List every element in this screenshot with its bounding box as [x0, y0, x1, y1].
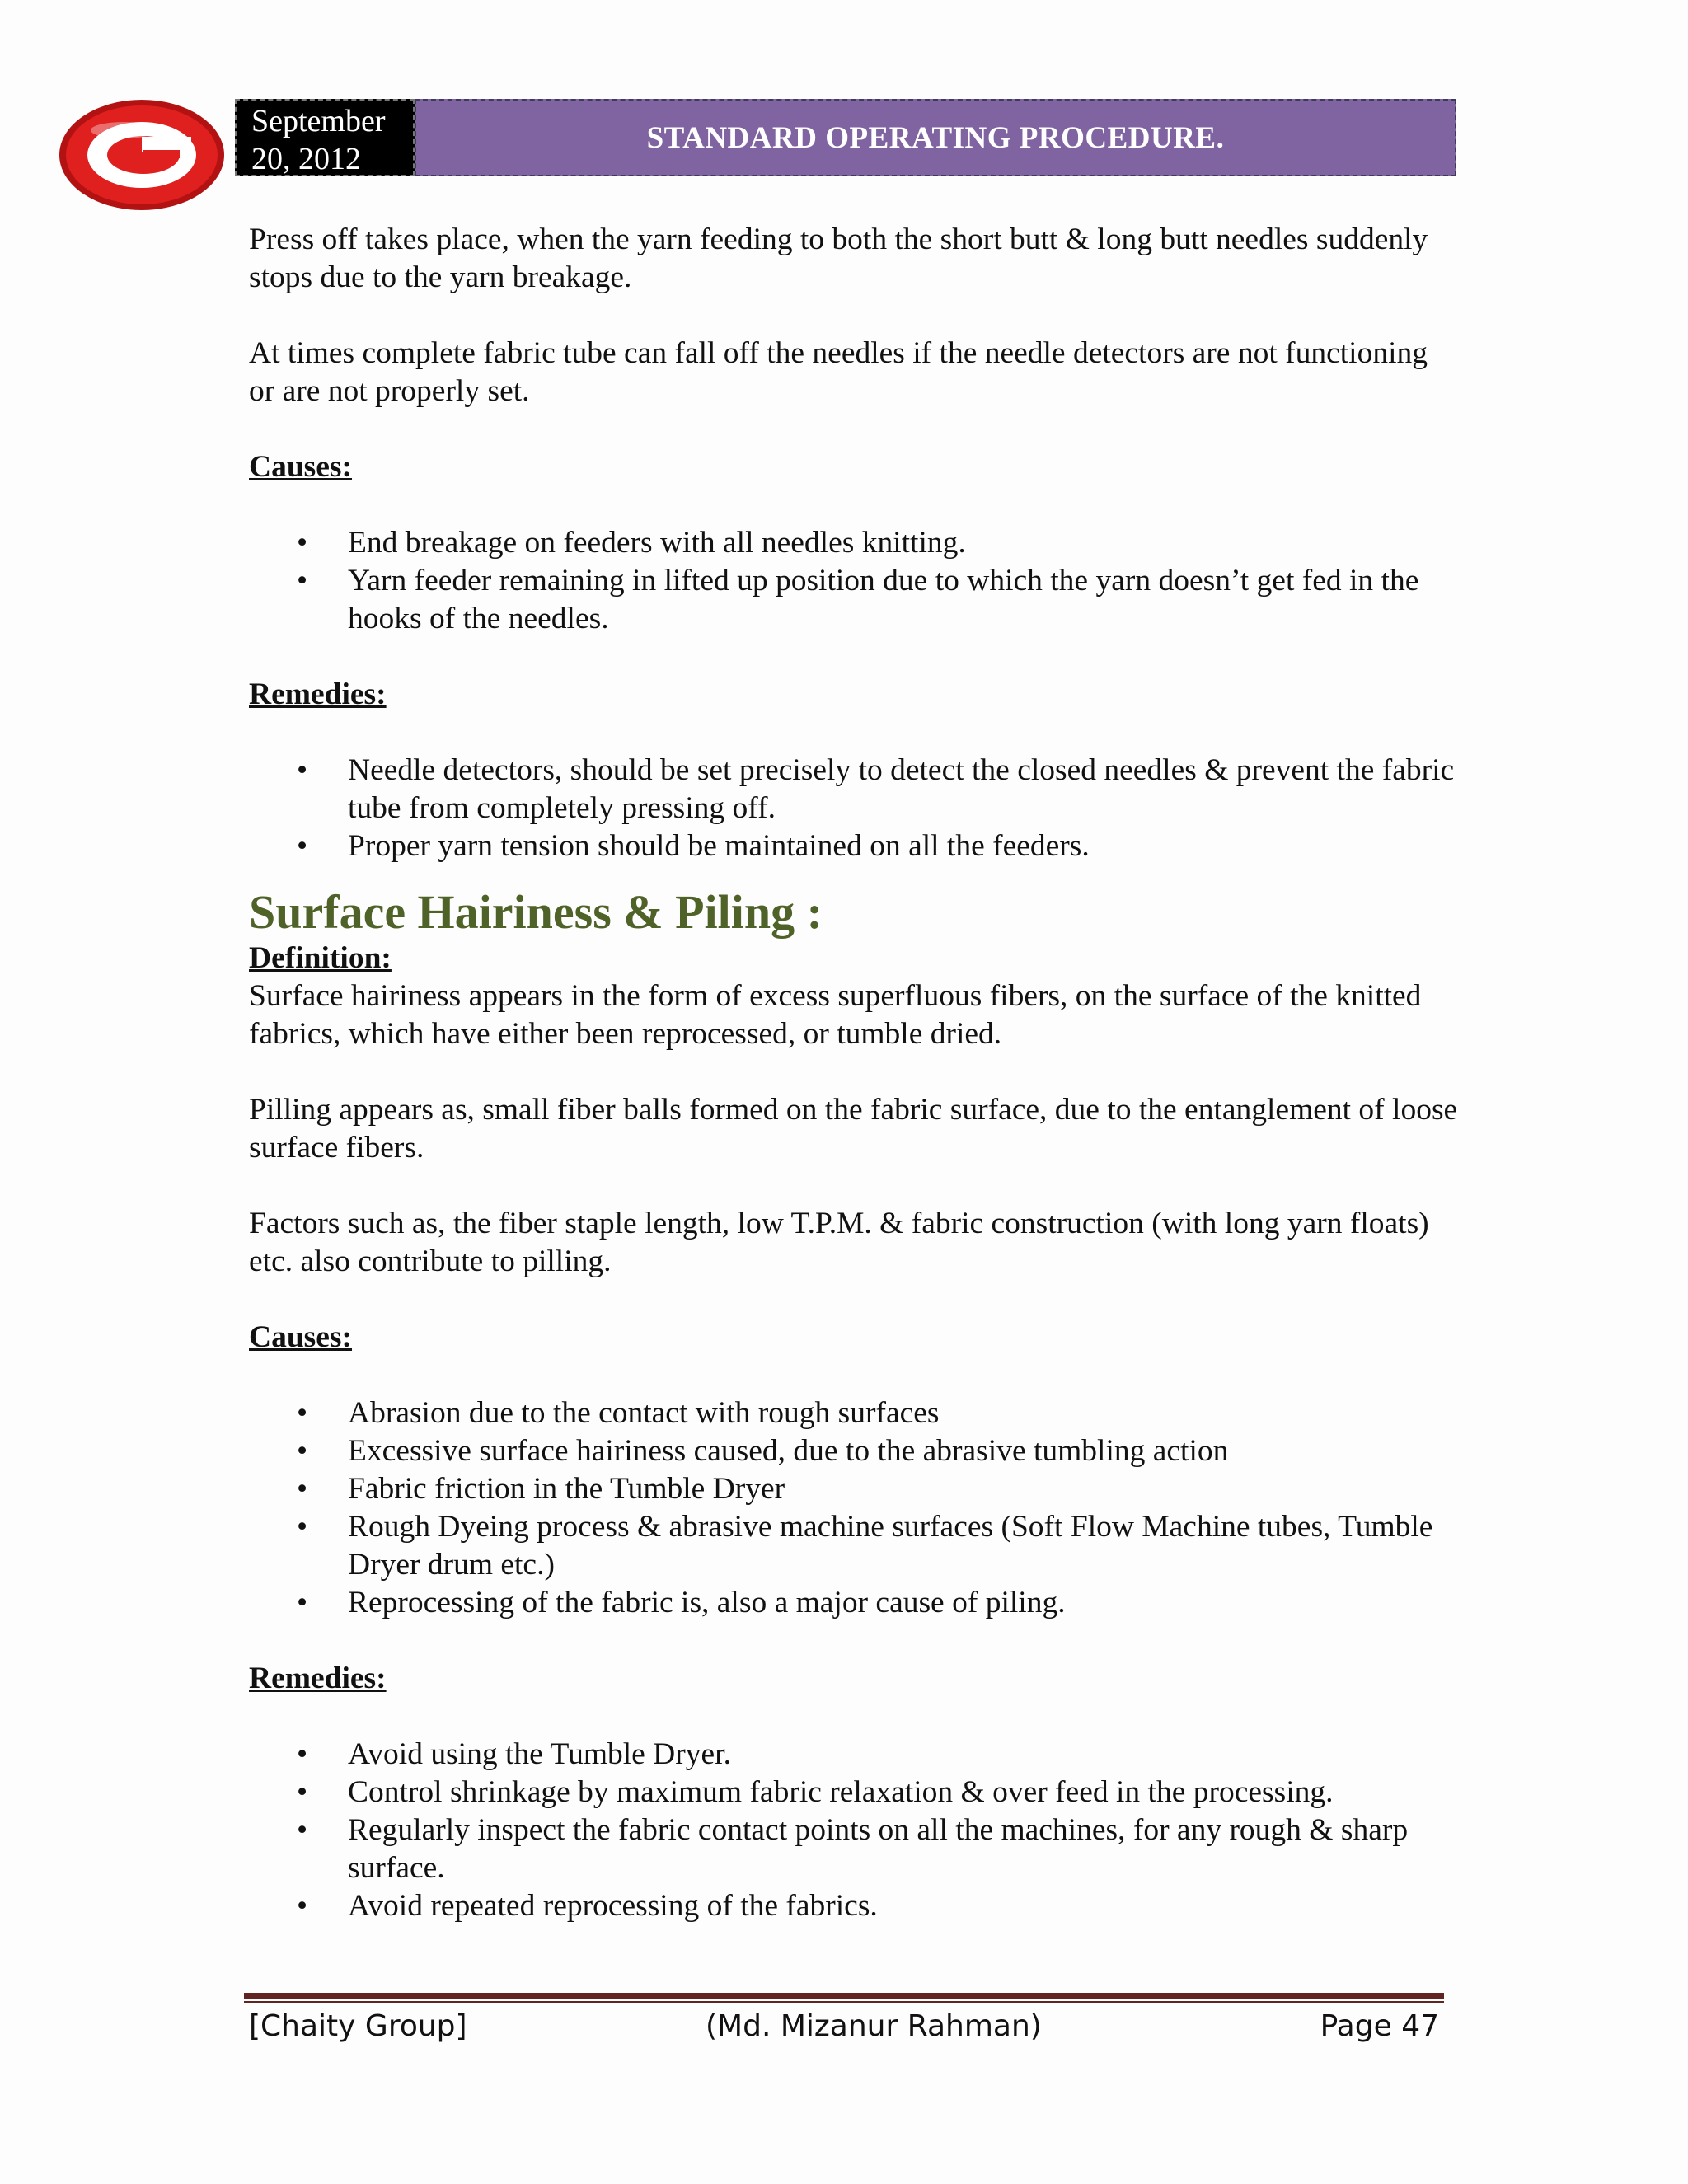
list-item: • Reprocessing of the fabric is, also a major cause of piling.: [249, 1584, 1461, 1622]
header-title-bar: [415, 99, 1456, 176]
list-item: • Excessive surface hairiness caused, due to the abrasive tumbling action: [249, 1432, 1461, 1470]
list-item: • End breakage on feeders with all needles knitting.: [249, 524, 1461, 562]
definition-heading: Definition:: [249, 941, 392, 975]
list-item: • Avoid repeated reprocessing of the fabrics.: [249, 1887, 1461, 1925]
press-off-causes-heading: Causes:: [249, 450, 353, 484]
hairiness-paragraph-2: Pilling appears as, small fiber balls formed on the fabric surface, due to the entanglement of loose surface fibers.: [249, 1093, 1458, 1165]
list-item: • Needle detectors, should be set precisely to detect the closed needles & prevent the fabric tube from completely pressing off.: [249, 752, 1461, 827]
footer-author: (Md. Mizanur Rahman): [706, 2009, 1042, 2043]
header-date-line1: September: [251, 104, 386, 138]
list-item: • Fabric friction in the Tumble Dryer: [249, 1470, 1461, 1508]
list-item: • Avoid using the Tumble Dryer.: [249, 1736, 1461, 1774]
footer-company: [Chaity Group]: [249, 2009, 467, 2043]
press-off-paragraph-1: Press off takes place, when the yarn feeding to both the short butt & long butt needles suddenly stops due to the yarn breakage.: [249, 223, 1428, 294]
press-off-remedies-list: [249, 752, 1461, 865]
press-off-remedies-heading: Remedies:: [249, 677, 387, 711]
press-off-causes-list: [249, 524, 1461, 638]
section-title-hairiness: Surface Hairiness & Piling :: [249, 885, 823, 939]
hairiness-paragraph-1: Surface hairiness appears in the form of excess superfluous fibers, on the surface of the knitted fabrics, which have either been reprocessed, or tumble dried.: [249, 979, 1422, 1051]
hairiness-remedies-heading: Remedies:: [249, 1661, 387, 1695]
list-item: • Abrasion due to the contact with rough surfaces: [249, 1394, 1461, 1432]
press-off-paragraph-2: At times complete fabric tube can fall off the needles if the needle detectors are not functioning or are not properly set.: [249, 336, 1428, 408]
footer-page-number: Page 47: [1320, 2009, 1439, 2043]
hairiness-causes-list: [249, 1394, 1461, 1622]
page-content: [249, 221, 1461, 1963]
list-item: • Rough Dyeing process & abrasive machine surfaces (Soft Flow Machine tubes, Tumble Dryer drum etc.): [249, 1508, 1461, 1584]
list-item: • Yarn feeder remaining in lifted up position due to which the yarn doesn’t get fed in the hooks of the needles.: [249, 562, 1461, 638]
header-date: [235, 99, 415, 176]
g-logo-icon: [58, 97, 227, 213]
header-date-line2: 20, 2012: [251, 142, 361, 176]
list-item: • Proper yarn tension should be maintained on all the feeders.: [249, 827, 1461, 865]
hairiness-causes-heading: Causes:: [249, 1320, 353, 1354]
list-item: • Regularly inspect the fabric contact points on all the machines, for any rough & sharp surface.: [249, 1811, 1461, 1887]
footer-divider-thin: [244, 2001, 1444, 2003]
header-title: STANDARD OPERATING PROCEDURE.: [646, 120, 1225, 155]
hairiness-paragraph-3: Factors such as, the fiber staple length, low T.P.M. & fabric construction (with long yarn floats) etc. also contribute to pilling.: [249, 1207, 1429, 1278]
hairiness-remedies-list: [249, 1736, 1461, 1925]
list-item: • Control shrinkage by maximum fabric relaxation & over feed in the processing.: [249, 1774, 1461, 1811]
footer-divider: [244, 1993, 1444, 1999]
